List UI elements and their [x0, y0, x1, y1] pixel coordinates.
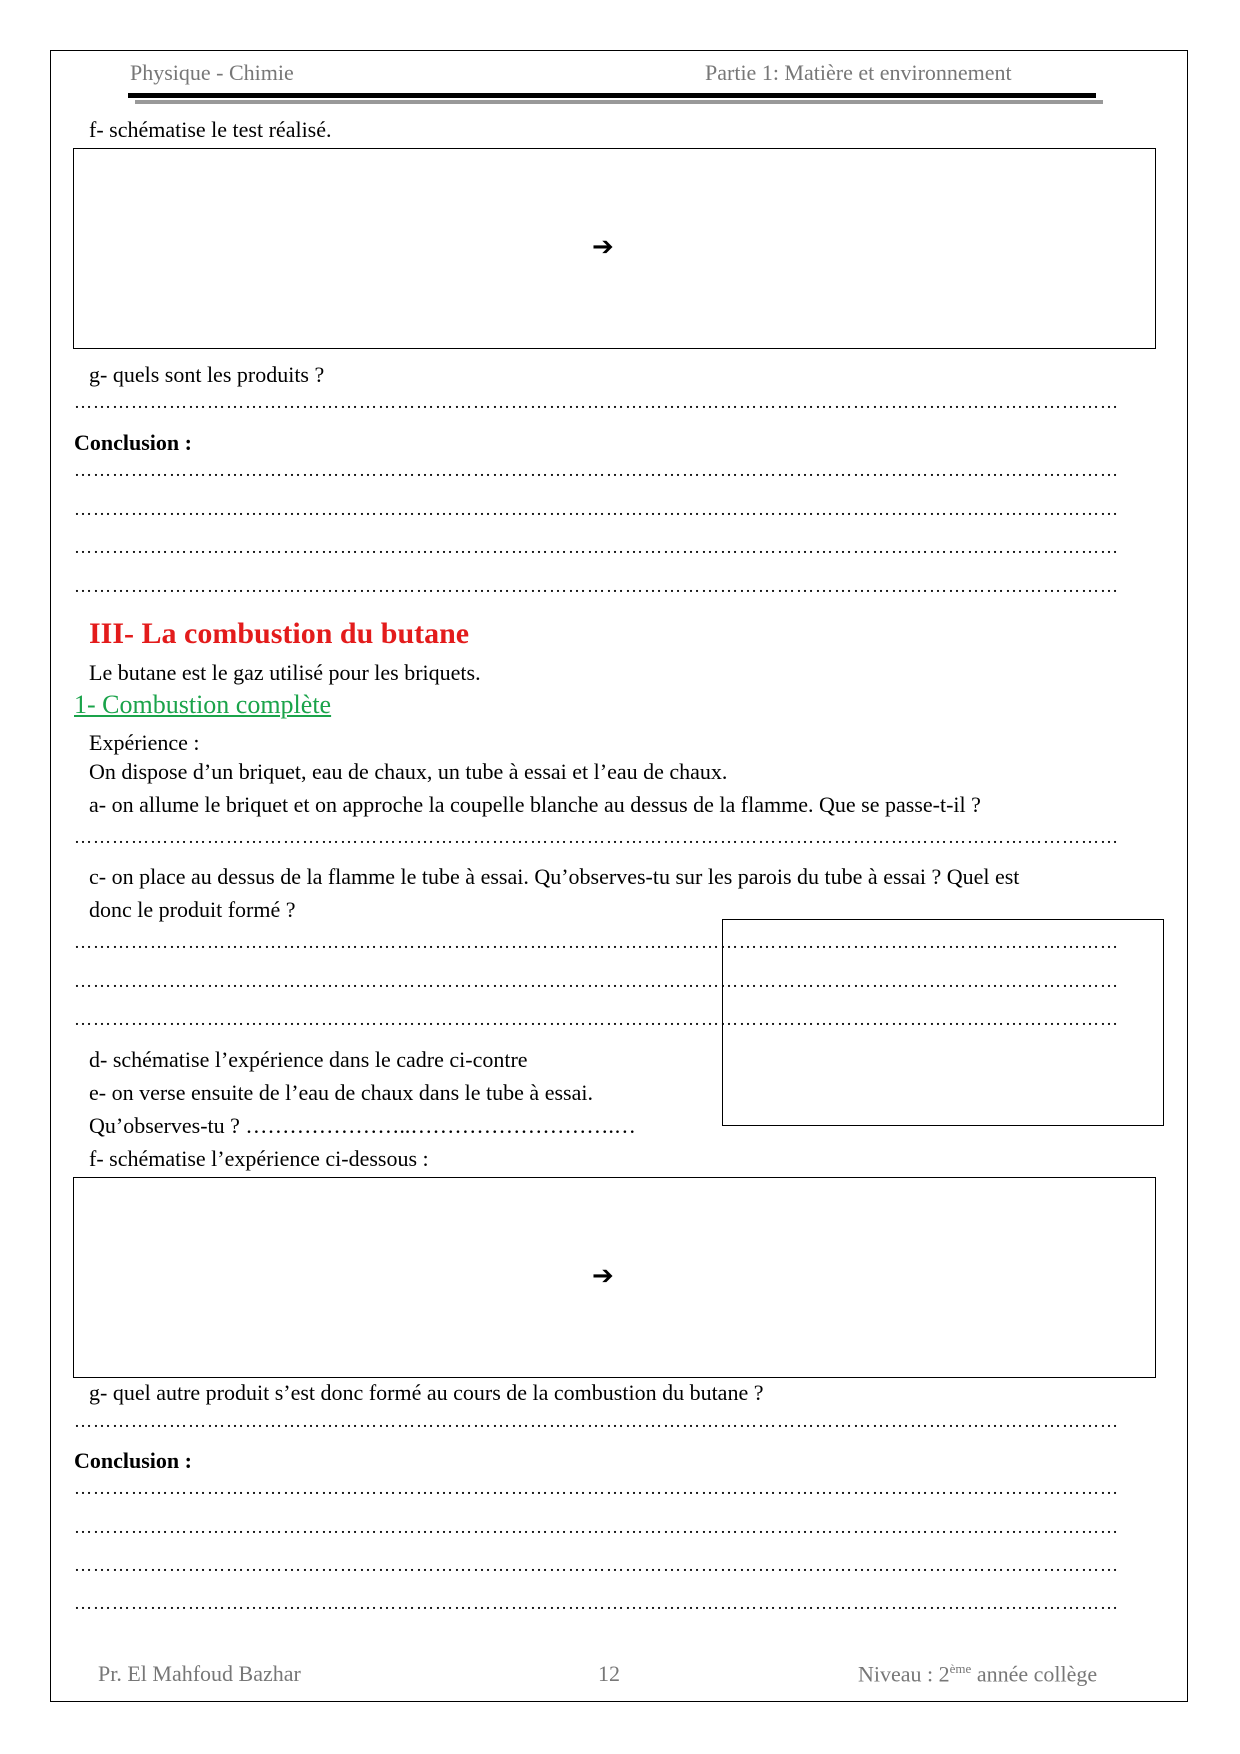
- experience-label: Expérience :: [89, 730, 200, 755]
- answer-line[interactable]: …………………………………………………………………………………………………………………………………………………: [74, 1517, 1119, 1537]
- question-c-line1: c- on place au dessus de la flamme le tube à essai. Qu’observes-tu sur les parois du tube à essai ? Quel est: [89, 864, 1020, 889]
- level-prefix: Niveau : 2: [858, 1661, 950, 1687]
- header-rule-shadow: [135, 100, 1103, 104]
- answer-line[interactable]: …………………………………………………………………………………………………………………………………………………: [74, 537, 1119, 557]
- answer-line[interactable]: …………………………………………………………………………………………………………………………………………………: [74, 1478, 1119, 1498]
- conclusion-label: Conclusion :: [74, 1448, 192, 1473]
- answer-line[interactable]: …………………………………………………………………………………………………………………………………………………: [74, 460, 1119, 480]
- conclusion-label-top: Conclusion :: [74, 430, 192, 455]
- question-d: d- schématise l’expérience dans le cadre ci-contre: [89, 1047, 528, 1072]
- answer-line[interactable]: …………………………………………………………………………………………………………………………………………………: [74, 499, 1119, 519]
- arrow-right-icon: ➔: [592, 1261, 614, 1291]
- section-title: III- La combustion du butane: [89, 617, 470, 650]
- experience-setup: On dispose d’un briquet, eau de chaux, un tube à essai et l’eau de chaux.: [89, 759, 728, 784]
- arrow-right-icon: ➔: [592, 232, 614, 262]
- question-f: f- schématise l’expérience ci-dessous :: [89, 1146, 429, 1171]
- section-intro: Le butane est le gaz utilisé pour les briquets.: [89, 660, 481, 685]
- footer-author: Pr. El Mahfoud Bazhar: [98, 1661, 301, 1686]
- drawing-box-bottom[interactable]: [73, 1177, 1156, 1378]
- question-f-top: f- schématise le test réalisé.: [89, 117, 332, 142]
- header-part: Partie 1: Matière et environnement: [705, 60, 1012, 85]
- question-c-line2: donc le produit formé ?: [89, 897, 296, 922]
- header-subject: Physique - Chimie: [130, 60, 294, 85]
- drawing-box-side[interactable]: [722, 919, 1164, 1126]
- question-e: e- on verse ensuite de l’eau de chaux dans le tube à essai.: [89, 1080, 593, 1105]
- header-rule: [128, 93, 1096, 98]
- answer-line[interactable]: …………………………………………………………………………………………………………………………………………………: [74, 576, 1119, 596]
- page-number: 12: [598, 1661, 620, 1686]
- footer-level: [858, 1661, 1097, 1687]
- question-g: g- quel autre produit s’est donc formé au cours de la combustion du butane ?: [89, 1380, 764, 1405]
- question-e-observation[interactable]: Qu’observes-tu ? …………………..……………………….…: [89, 1113, 636, 1138]
- answer-line[interactable]: …………………………………………………………………………………………………………………………………………………: [74, 1593, 1119, 1613]
- answer-line[interactable]: …………………………………………………………………………………………………………………………………………………: [74, 1555, 1119, 1575]
- answer-line[interactable]: …………………………………………………………………………………………………………………………………………………: [74, 971, 1119, 991]
- question-a: a- on allume le briquet et on approche la coupelle blanche au dessus de la flamme. Que se passe-t-il ?: [89, 792, 981, 817]
- answer-line[interactable]: …………………………………………………………………………………………………………………………………………………: [74, 932, 1119, 952]
- level-sup: ème: [949, 1661, 972, 1676]
- drawing-box-top[interactable]: [73, 148, 1156, 349]
- subsection-title: 1- Combustion complète: [74, 690, 332, 719]
- answer-line[interactable]: …………………………………………………………………………………………………………………………………………………: [74, 392, 1119, 412]
- question-g-top: g- quels sont les produits ?: [89, 362, 325, 387]
- answer-line[interactable]: …………………………………………………………………………………………………………………………………………………: [74, 1009, 1119, 1029]
- level-suffix: année collège: [971, 1661, 1098, 1687]
- answer-line[interactable]: …………………………………………………………………………………………………………………………………………………: [74, 1411, 1119, 1431]
- answer-line[interactable]: …………………………………………………………………………………………………………………………………………………: [74, 827, 1119, 847]
